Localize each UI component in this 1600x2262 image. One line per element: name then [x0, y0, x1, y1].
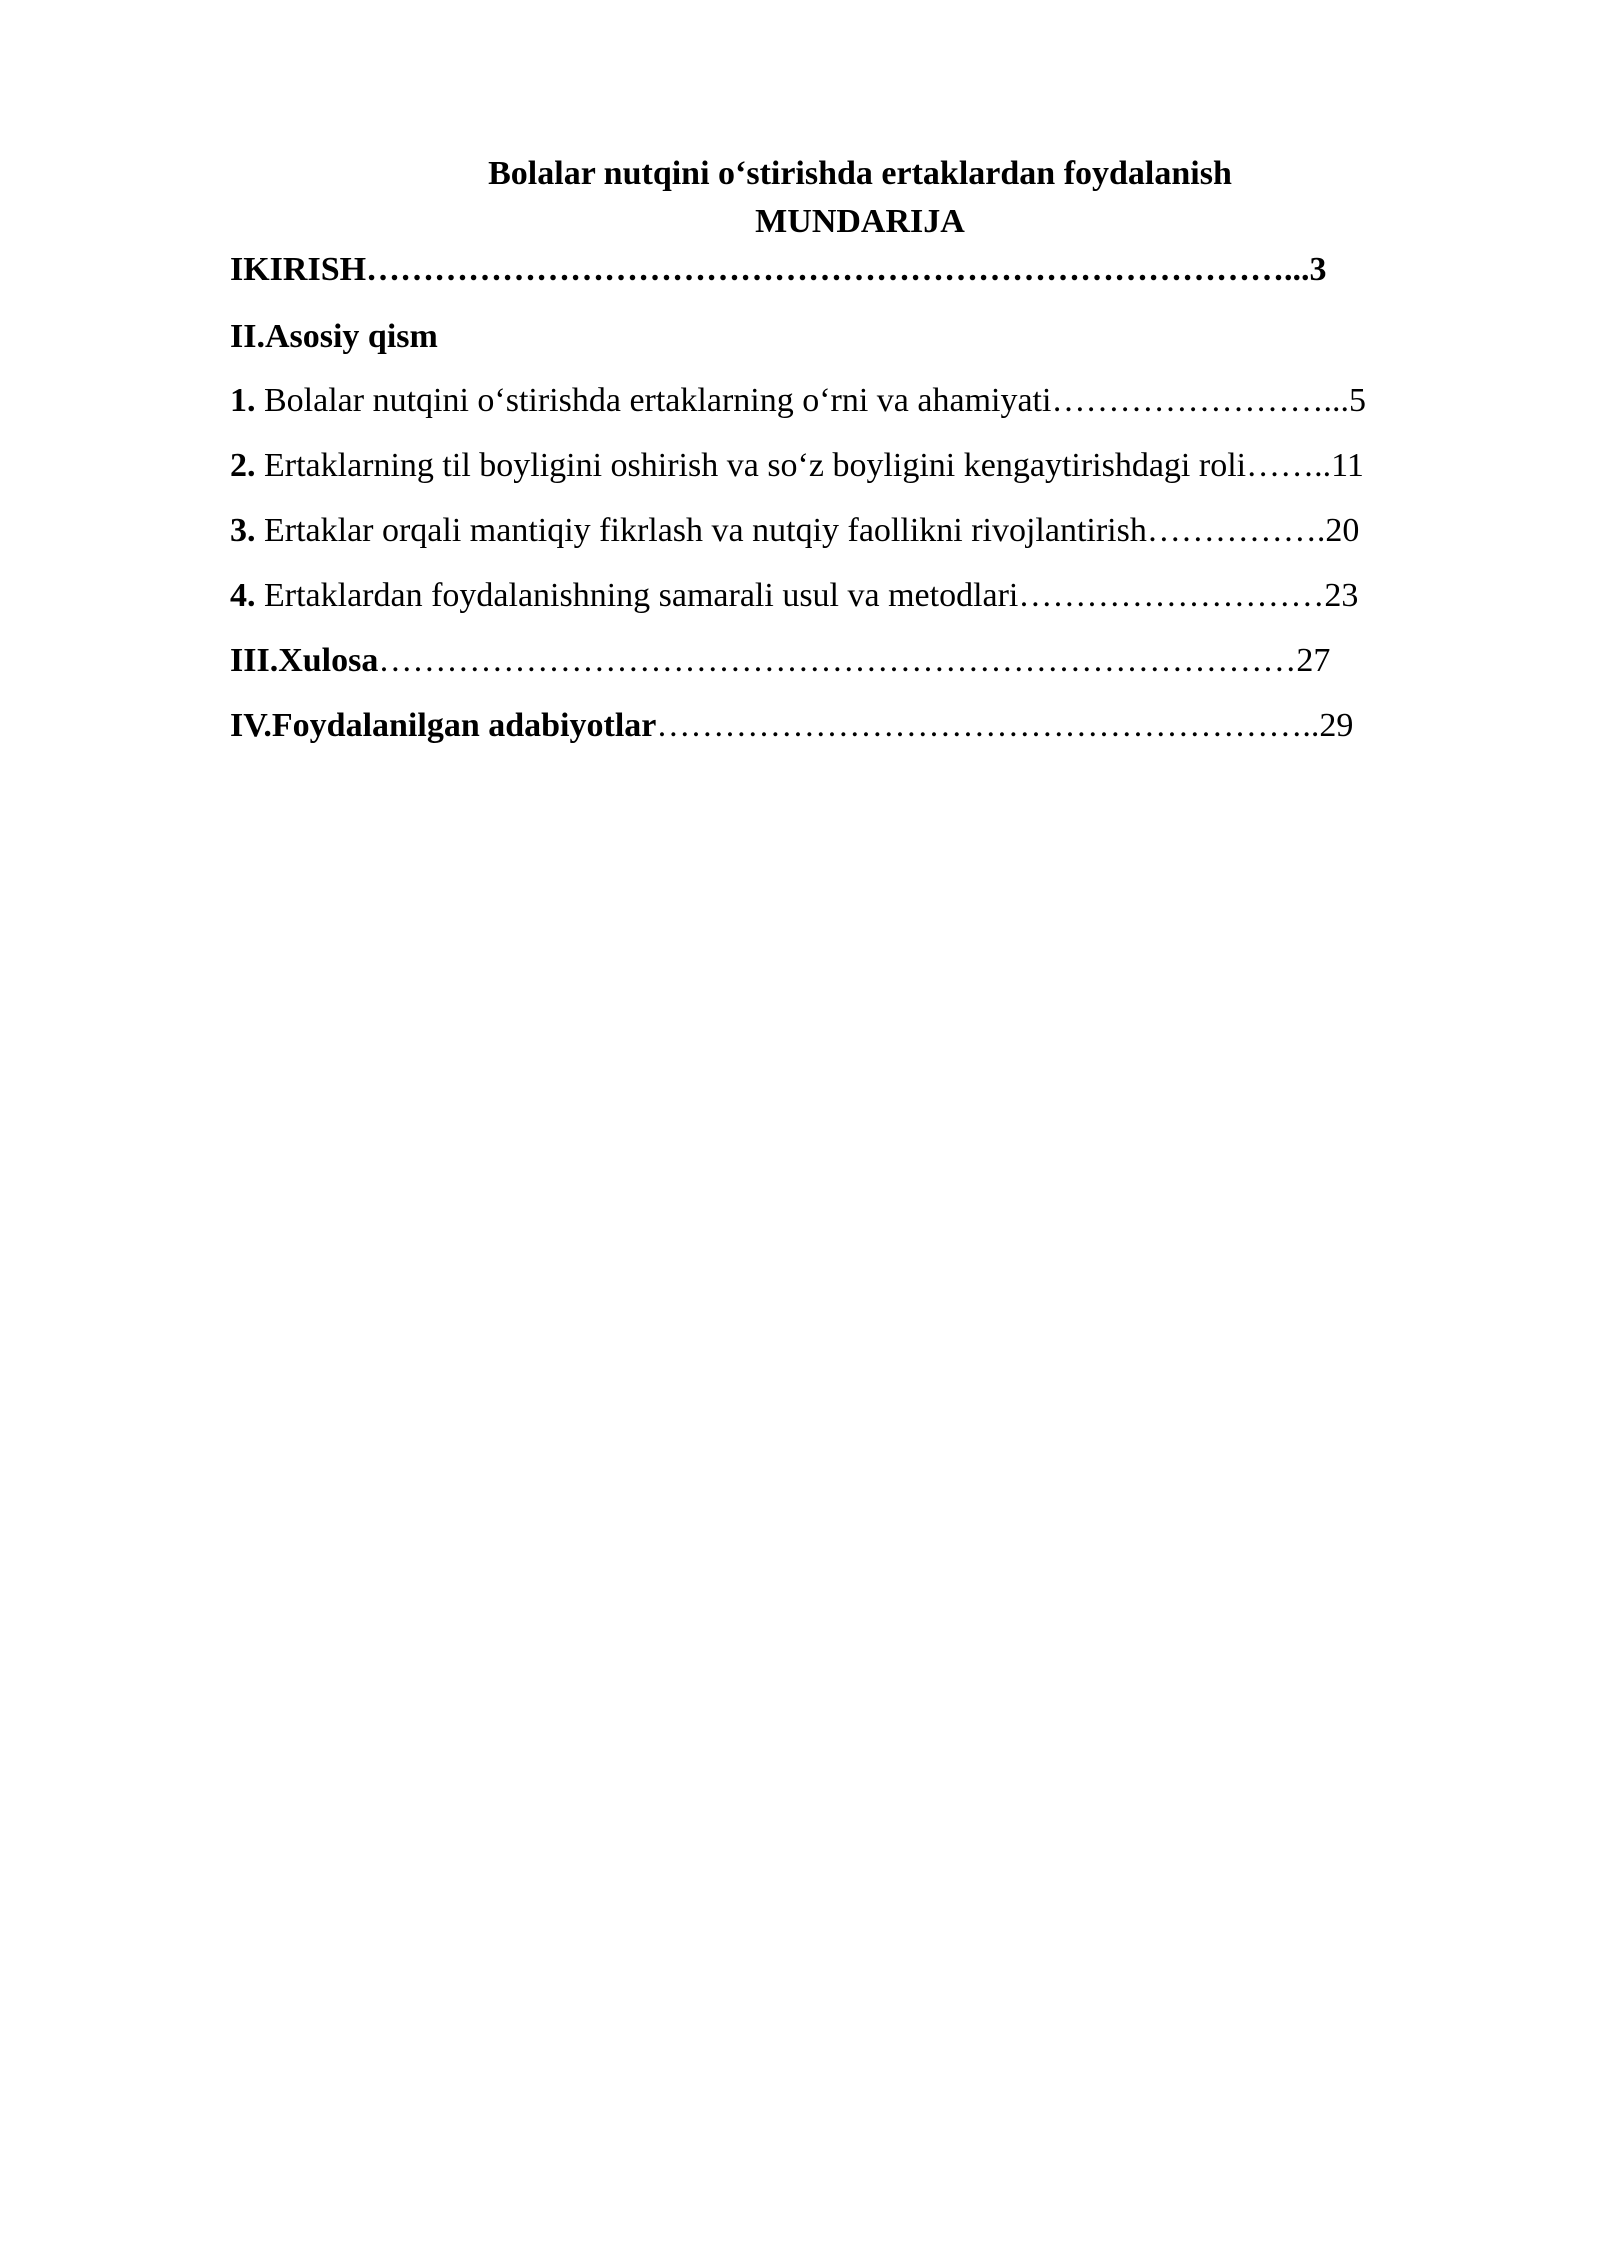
toc-entry-conclusion-label: III.Xulosa: [230, 642, 379, 679]
toc-entry-2-number: 2.: [230, 447, 256, 484]
toc-entry-introduction: IKIRISH………………………………………………………………………...3: [230, 251, 1327, 288]
toc-entry-2-text: Ertaklarning til boyligini oshirish va so‘z boyligini kengaytirishdagi roli……..11: [255, 447, 1364, 484]
toc-entry-references: [230, 706, 1353, 746]
toc-entry-4-text: Ertaklardan foydalanishning samarali usul va metodlari………………………23: [255, 577, 1359, 614]
toc-entry-2: [230, 446, 1364, 486]
toc-entry-3-number: 3.: [230, 512, 256, 549]
toc-entry-4: [230, 576, 1358, 616]
toc-entry-3-text: Ertaklar orqali mantiqiy fikrlash va nutqiy faollikni rivojlantirish…………….20: [255, 512, 1360, 549]
toc-entry-references-leader: …………………………………………………..29: [656, 707, 1354, 744]
toc-entry-conclusion-leader: ………………………………………………………………………27: [378, 642, 1331, 679]
toc-entry-references-label: IV.Foydalanilgan adabiyotlar: [230, 707, 657, 744]
toc-entry-1-text: Bolalar nutqini o‘stirishda ertaklarning o‘rni va ahamiyati……………………...5: [255, 382, 1366, 419]
toc-entry-1-number: 1.: [230, 382, 256, 419]
toc-entry-main-part: II.Asosiy qism: [230, 318, 438, 355]
toc-entry-3: [230, 511, 1359, 551]
contents-heading: MUNDARIJA: [755, 203, 965, 240]
toc-entry-1: [230, 381, 1366, 421]
document-title: Bolalar nutqini o‘stirishda ertaklardan foydalanish: [488, 155, 1232, 192]
toc-entry-4-number: 4.: [230, 577, 256, 614]
toc-entry-conclusion: [230, 641, 1330, 681]
